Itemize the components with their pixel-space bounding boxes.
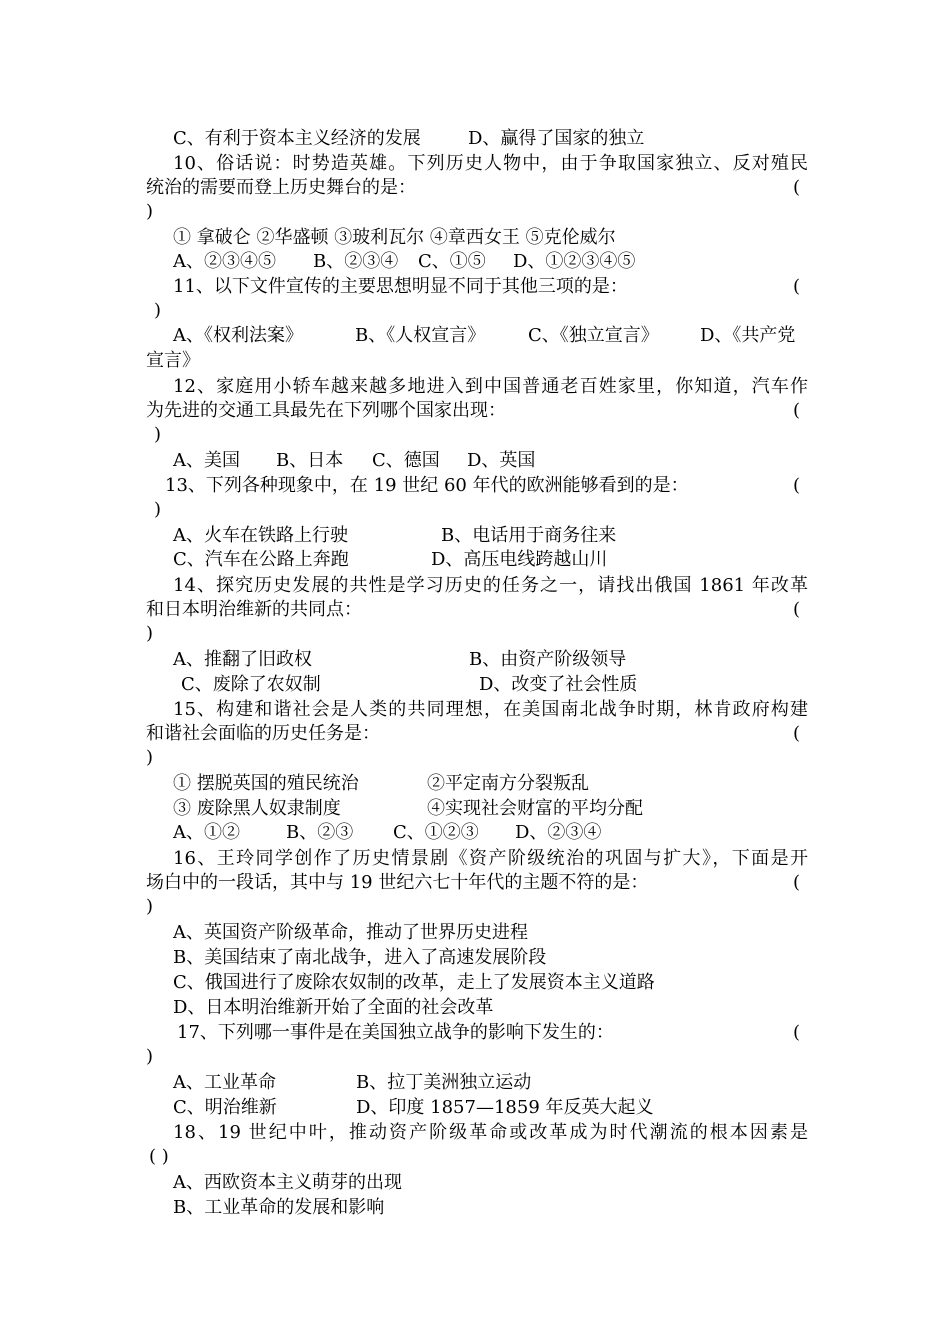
- q17-answer-paren-open: (: [793, 1022, 801, 1043]
- q13-answer-paren-open: (: [793, 475, 801, 496]
- q15-option-b: B、②③: [286, 822, 354, 843]
- q17-option-d: D、印度 1857—1859 年反英大起义: [356, 1097, 654, 1118]
- q15-option-c: C、①②③: [393, 822, 479, 843]
- q9-option-d: D、赢得了国家的独立: [468, 128, 645, 149]
- q11-option-a: A、《权利法案》: [173, 325, 303, 346]
- q15-item-1: ① 摆脱英国的殖民统治: [173, 773, 359, 794]
- q14-option-b: B、由资产阶级领导: [469, 649, 627, 670]
- q15-stem-line2: 和谐社会面临的历史任务是：: [146, 723, 380, 744]
- q11-stem: 11、以下文件宣传的主要思想明显不同于其他三项的是：: [173, 276, 628, 297]
- q12-stem-line1: 12、家庭用小轿车越来越多地进入到中国普通老百姓家里，你知道，汽车作: [173, 376, 808, 397]
- q18-answer-paren: ( ): [149, 1146, 169, 1167]
- q13-option-b: B、电话用于商务往来: [441, 525, 617, 546]
- q10-figures: ① 拿破仑 ②华盛顿 ③玻利瓦尔 ④章西女王 ⑤克伦威尔: [173, 227, 616, 248]
- q16-stem-line2: 场白中的一段话，其中与 19 世纪六七十年代的主题不符的是：: [146, 872, 649, 893]
- q16-stem-line1: 16、王玲同学创作了历史情景剧《资产阶级统治的巩固与扩大》，下面是开: [173, 848, 808, 869]
- q16-answer-paren-open: (: [793, 872, 801, 893]
- q17-option-c: C、明治维新: [173, 1097, 277, 1118]
- q14-stem-line1: 14、探究历史发展的共性是学习历史的任务之一，请找出俄国 1861 年改革: [173, 575, 808, 596]
- q17-stem: 17、下列哪一事件是在美国独立战争的影响下发生的：: [177, 1022, 614, 1043]
- q12-stem-line2: 为先进的交通工具最先在下列哪个国家出现：: [146, 400, 506, 421]
- q15-item-3: ③ 废除黑人奴隶制度: [173, 798, 341, 819]
- q13-option-d: D、高压电线跨越山川: [431, 549, 608, 570]
- q10-answer-paren-open: (: [793, 177, 801, 198]
- q12-option-c: C、德国: [372, 450, 440, 471]
- q12-option-d: D、英国: [467, 450, 536, 471]
- q14-answer-paren-close: ): [146, 623, 154, 644]
- q12-answer-paren-close: ): [154, 424, 162, 445]
- q10-option-d: D、①②③④⑤: [513, 251, 636, 272]
- q18-option-b: B、工业革命的发展和影响: [173, 1197, 385, 1218]
- q17-option-a: A、工业革命: [173, 1072, 276, 1093]
- q15-option-d: D、②③④: [515, 822, 602, 843]
- q9-option-c: C、有利于资本主义经济的发展: [173, 128, 421, 149]
- q10-option-a: A、②③④⑤: [173, 251, 276, 272]
- q13-option-c: C、汽车在公路上奔跑: [173, 549, 349, 570]
- q11-option-d: D、《共产党: [700, 325, 796, 346]
- q15-answer-paren-close: ): [146, 747, 154, 768]
- q14-option-d: D、改变了社会性质: [479, 674, 638, 695]
- q10-answer-paren-close: ): [146, 201, 154, 222]
- q16-option-b: B、美国结束了南北战争，进入了高速发展阶段: [173, 947, 547, 968]
- q10-option-c: C、①⑤: [418, 251, 486, 272]
- q11-answer-paren-open: (: [793, 276, 801, 297]
- q10-stem-line2: 统治的需要而登上历史舞台的是：: [146, 177, 416, 198]
- q10-stem-line1: 10、俗话说：时势造英雄。下列历史人物中，由于争取国家独立、反对殖民: [173, 153, 808, 174]
- q14-answer-paren-open: (: [793, 599, 801, 620]
- q12-option-a: A、美国: [173, 450, 240, 471]
- q15-option-a: A、①②: [173, 822, 240, 843]
- q15-answer-paren-open: (: [793, 723, 801, 744]
- q11-answer-paren-close: ): [154, 300, 162, 321]
- q15-stem-line1: 15、构建和谐社会是人类的共同理想，在美国南北战争时期，林肯政府构建: [173, 699, 808, 720]
- q14-option-c: C、废除了农奴制: [181, 674, 321, 695]
- q14-option-a: A、推翻了旧政权: [173, 649, 312, 670]
- q13-stem: 13、下列各种现象中，在 19 世纪 60 年代的欧洲能够看到的是：: [165, 475, 689, 496]
- q11-option-d-cont: 宣言》: [146, 350, 200, 371]
- q12-answer-paren-open: (: [793, 400, 801, 421]
- q16-option-c: C、俄国进行了废除农奴制的改革，走上了发展资本主义道路: [173, 972, 655, 993]
- q12-option-b: B、日本: [276, 450, 344, 471]
- q11-option-c: C、《独立宣言》: [528, 325, 659, 346]
- q14-stem-line2: 和日本明治维新的共同点：: [146, 599, 362, 620]
- q13-option-a: A、火车在铁路上行驶: [173, 525, 348, 546]
- q15-item-2: ②平定南方分裂叛乱: [427, 773, 589, 794]
- q15-item-4: ④实现社会财富的平均分配: [427, 798, 643, 819]
- q16-answer-paren-close: ): [146, 896, 154, 917]
- q10-option-b: B、②③④: [313, 251, 399, 272]
- q18-option-a: A、西欧资本主义萌芽的出现: [173, 1172, 402, 1193]
- q11-option-b: B、《人权宣言》: [355, 325, 486, 346]
- q16-option-a: A、英国资产阶级革命，推动了世界历史进程: [173, 922, 528, 943]
- q18-stem: 18、19 世纪中叶，推动资产阶级革命或改革成为时代潮流的根本因素是: [173, 1122, 808, 1143]
- q17-answer-paren-close: ): [146, 1046, 154, 1067]
- q13-answer-paren-close: ): [154, 499, 162, 520]
- q17-option-b: B、拉丁美洲独立运动: [356, 1072, 532, 1093]
- q16-option-d: D、日本明治维新开始了全面的社会改革: [173, 997, 494, 1018]
